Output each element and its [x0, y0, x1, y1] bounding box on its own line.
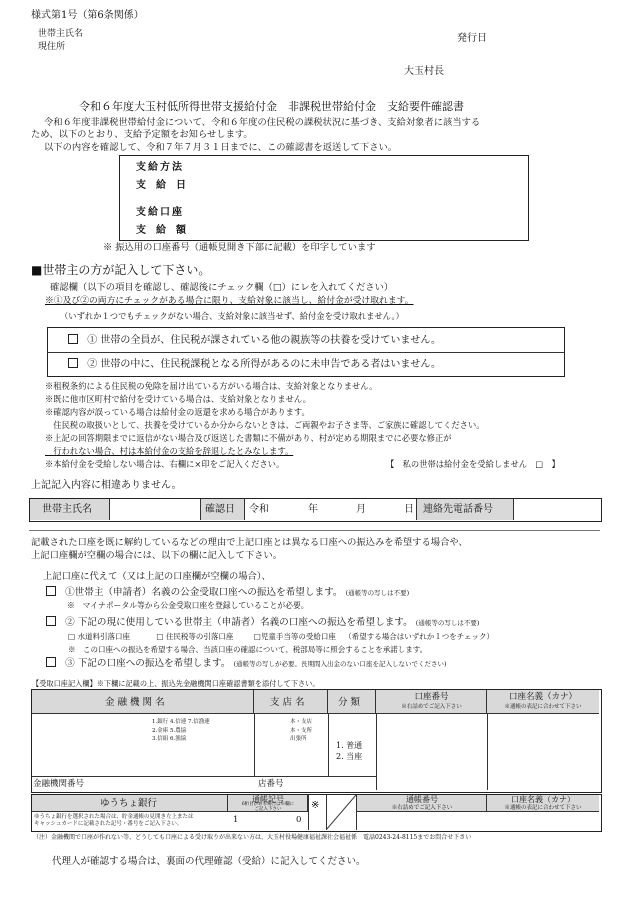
- check-item-1-checkbox[interactable]: [68, 334, 78, 344]
- account-no-header-label: 口座番号: [414, 692, 449, 702]
- option-2-small: (通帳等の写しは不要): [415, 619, 480, 627]
- note-3: ※確認内容が誤っている場合は給付金の返還を求める場合があります。: [45, 407, 310, 417]
- village-mayor: 大玉村長: [404, 66, 444, 77]
- payment-date-label: 支 給 日: [136, 180, 186, 191]
- option-3[interactable]: [40, 657, 447, 670]
- check-item-2-checkbox[interactable]: [68, 358, 78, 368]
- check-item-2[interactable]: [62, 358, 441, 372]
- option-1-number: ①: [65, 587, 75, 598]
- confirm-date-label: 確認日: [205, 504, 235, 515]
- option-1[interactable]: [40, 586, 409, 599]
- check-items-divider: [47, 352, 565, 353]
- child-allowance-checkbox[interactable]: □: [253, 632, 261, 641]
- householder-name-header-label: 世帯主氏名: [42, 504, 92, 515]
- symbol-last-digit: 0: [296, 815, 302, 825]
- form-number: 様式第1号（第6条関係）: [31, 10, 144, 21]
- option-3-text: 下記の口座への振込を希望します。: [77, 658, 231, 669]
- era-label: 令和: [249, 504, 269, 515]
- option-2-number: ②: [65, 617, 75, 628]
- tax-checkbox[interactable]: □: [156, 632, 164, 641]
- issue-date-label: 発行日: [457, 33, 487, 44]
- month-input[interactable]: [320, 499, 354, 520]
- yucho-header-label: ゆうちょ銀行: [100, 798, 158, 809]
- day-label: 日: [404, 504, 414, 515]
- choose-one-note: （希望する場合はいずれか１つをチェック）: [344, 632, 495, 641]
- confirmation-statement: 上記記入内容に相違ありません。: [31, 480, 182, 491]
- passbook-symbol-label: 通帳記号: [252, 795, 284, 804]
- intro-line-1: 令和６年度非課税世帯給付金について、令和６年度の住民税の課税状況に基づき、支給対象者に該当する: [44, 117, 481, 128]
- option-3-checkbox[interactable]: [46, 657, 56, 667]
- account-no-sub: ※右詰めでご記入下さい: [401, 704, 462, 710]
- bank-code-label: 金融機関番号: [33, 779, 85, 789]
- asterisk-cell: ※: [311, 800, 320, 811]
- instead-of-account: 上記口座に代えて（又は上記の口座欄が空欄の場合）、: [43, 571, 271, 582]
- option-1-text: 世帯主（申請者）名義の公金受取口座への振込を希望します。: [74, 587, 343, 598]
- account-footnote: （注）金融機関で口座が作れない等、どうしても口座による受け取りが出来ない方は、大玉村役場健康福祉課社会福祉係 電話0243-24-8115までお問合せ下さい: [33, 834, 472, 841]
- phone-label: 連絡先電話番号: [423, 504, 493, 515]
- phone-input[interactable]: [515, 499, 599, 520]
- water-checkbox[interactable]: □: [68, 632, 76, 641]
- page-title: 令和６年度大玉村低所得世帯支援給付金 非課税世帯給付金 支給要件確認書: [79, 100, 464, 113]
- account-form-caption: 【受取口座記入欄】※下欄に記載の上、振込先金融機関口座確認書類を添付して下さい。: [32, 679, 320, 688]
- account-print-note: ※ 振込用の口座番号（通帳見開き下部に記載）を印字しています: [103, 242, 376, 253]
- option-2-checkbox[interactable]: [46, 616, 56, 626]
- passbook-no-label: 通帳番号: [406, 795, 438, 804]
- note-1: ※租税条約による住民税の免除を届け出ている方がいる場合は、支給対象となりません。: [45, 381, 378, 391]
- category-header-label: 分 類: [338, 697, 361, 708]
- payment-account-label: 支給口座: [136, 207, 184, 218]
- option-1-small: (通帳等の写しは不要): [345, 589, 410, 597]
- option-2[interactable]: [40, 616, 479, 629]
- account-kana-divider: [487, 714, 488, 790]
- section-householder-heading: ■世帯主の方が記入して下さい。: [31, 263, 211, 277]
- payment-amount-label: 支 給 額: [136, 225, 186, 236]
- void-left: [326, 795, 327, 830]
- passbook-no-sub: ※右詰めでご記入下さい: [391, 805, 453, 811]
- passbook-symbol-sub: 6桁目がある場合は※欄に ご記入下さい: [241, 802, 295, 812]
- year-label: 年: [308, 504, 318, 515]
- check-item-2-number: ②: [87, 359, 98, 370]
- holder-kana-sub: ※通帳の表記に合わせて下さい: [504, 704, 582, 710]
- category-options[interactable]: 1. 普通 2. 当座: [336, 741, 363, 762]
- day-input[interactable]: [370, 499, 402, 520]
- alt-account-intro-2: 上記口座欄が空欄の場合には、以下の欄に記入して下さい。: [31, 550, 283, 561]
- both-check-note: ※①及び②の両方にチェックがある場合に限り、支給対象に該当し、給付金が受け取れます。: [45, 296, 414, 306]
- check-instruction: 確認欄（以下の項目を確認し、確認後にチェック欄（□）にレを入れてください）: [50, 282, 394, 293]
- water-account-label: 水道料引落口座: [77, 632, 130, 641]
- intro-line-3: 以下の内容を確認して、令和７年７月３１日までに、この確認書を返送して下さい。: [44, 142, 398, 153]
- child-allowance-label: 児童手当等の受給口座: [260, 632, 336, 641]
- note-4: 住民税の取扱いとして、扶養を受けているか分からないときは、ご両親やお子さま等、ご家族に確認してください。: [45, 420, 485, 430]
- option-2-note: ※ この口座への振込を希望する場合、当該口座の確認について、税部局等に照会することを承諾します。: [68, 645, 428, 654]
- check-item-1-text: 世帯の全員が、住民税が課されている他の親族等の扶養を受けていません。: [100, 335, 441, 346]
- bank-types: 1.銀行 4.信連 7.信漁連 2.金庫 5.農協 3.信組 6.漁協: [152, 719, 210, 743]
- tax-account-label: 住民税等の引落口座: [165, 632, 234, 641]
- bank-branch-divider: [254, 714, 255, 776]
- year-input[interactable]: [271, 499, 307, 520]
- holder-kana-header-label: 口座名義（カナ）: [508, 692, 577, 702]
- alt-account-intro-1: 記載された口座を既に解約しているなどの理由で上記口座とは異なる口座への振込みを希望する場合や、: [31, 537, 468, 548]
- option-1-checkbox[interactable]: [46, 586, 56, 596]
- note-5: ※上記の回答期限までに返信がない場合及び返送した書類に不備があり、村が定める期限までに必要な修正が: [45, 433, 452, 443]
- void-diagonal: [326, 795, 356, 830]
- holder-kana2-label: 口座名義（カナ）: [511, 795, 575, 804]
- asterisk-divider: [308, 795, 309, 830]
- branch-header-label: 支 店 名: [270, 697, 305, 708]
- category-account-divider: [376, 714, 377, 790]
- bank-code-row-top: [32, 776, 376, 777]
- option-1-note: ※ マイナポータル等から公金受取口座を登録していることが必要。: [67, 601, 309, 610]
- holder-kana2-sub: ※通帳の表記に合わせて下さい: [504, 805, 582, 811]
- symbol-first-digit: 1: [233, 815, 239, 825]
- proxy-note: 代理人が確認する場合は、裏面の代理確認（受給）に記入してください。: [52, 856, 366, 867]
- check-item-1-number: ①: [87, 335, 98, 346]
- branch-code-label: 店番号: [258, 779, 284, 789]
- section-divider: [29, 530, 600, 531]
- decline-checkbox-label[interactable]: 【 私の世帯は給付金を受給しません □ 】: [386, 459, 560, 469]
- intro-line-2: ため、以下のとおり、支給予定額をお知らせします。: [31, 129, 253, 140]
- address-label: 現住所: [38, 42, 66, 52]
- bank-name-header-label: 金 融 機 関 名: [105, 697, 165, 708]
- branch-category-divider: [328, 714, 329, 776]
- check-item-1[interactable]: [62, 334, 441, 348]
- check-item-2-text: 世帯の中に、住民税課税となる所得があるのに未申告である者はいません。: [100, 359, 441, 370]
- householder-name-input[interactable]: [111, 499, 200, 520]
- either-check-note: （いずれか１つでもチェックがない場合、支給対象に該当せず、給付金を受け取れません。）: [60, 311, 404, 321]
- note-6: 行われない場合、村は本給付金の支給を辞退したとみなします。: [45, 446, 294, 456]
- householder-name-label: 世帯主氏名: [38, 29, 84, 39]
- yucho-note: ゆうちょ銀行を選択された場合は、貯金通帳の見開き左上または キャッシュカードに記載された記号・番号をご記入下さい。: [34, 814, 194, 828]
- option-3-number: ③: [65, 658, 75, 669]
- branch-types: 本・支店 本・支所 出張所: [290, 719, 313, 743]
- month-label: 月: [356, 504, 366, 515]
- option-2-text: 下記の現に使用している世帯主（申請者）名義の口座への振込を希望します。: [77, 617, 413, 628]
- option-3-small: (通帳等の写しが必要。長期間入出金のない口座を記入しないでください): [233, 660, 447, 668]
- decline-note: ※本給付金を受給しない場合は、右欄に×印をご記入ください。: [45, 459, 285, 469]
- option-2-sub-choices: [68, 632, 494, 641]
- note-2: ※既に他市区町村で給付を受けている場合は、支給対象となりません。: [45, 394, 312, 404]
- payment-method-label: 支給方法: [136, 162, 184, 173]
